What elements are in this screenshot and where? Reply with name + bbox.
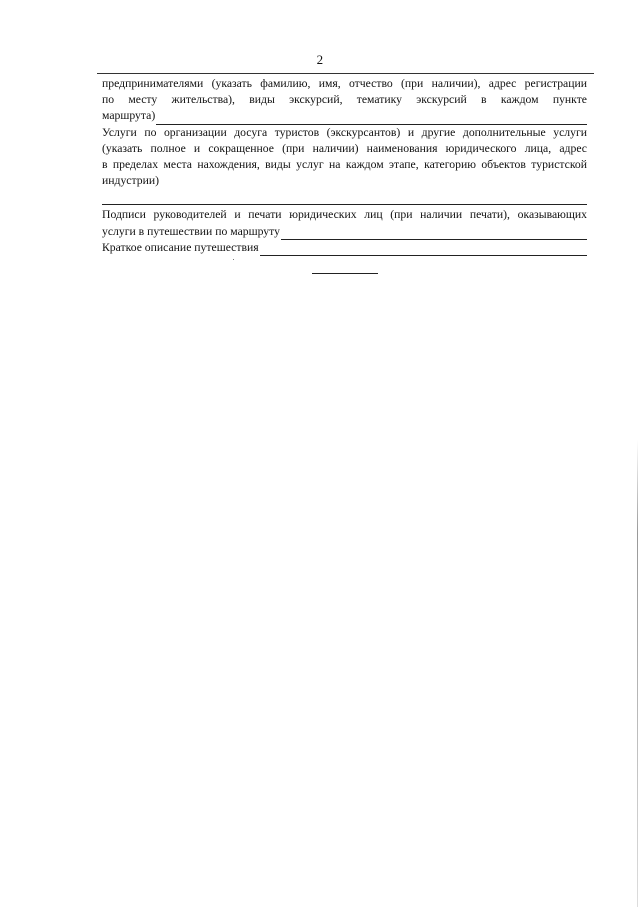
paragraph-line: индустрии) (102, 174, 159, 188)
paragraph-signatures (102, 207, 587, 239)
end-divider (312, 273, 378, 274)
document-body (102, 76, 587, 256)
paragraph-line: Услуги по организации досуга туристов (экскурсантов) и другие дополнительные услуги (102, 125, 587, 139)
paragraph-line: по месту жительства), виды экскурсий, тематику экскурсий в каждом пункте (102, 93, 587, 107)
paragraph-line: (указать полное и сокращенное (при наличии) наименования юридического лица, адрес (102, 141, 587, 155)
paragraph-line: маршрута) (102, 109, 156, 123)
underline-blank (260, 243, 587, 256)
fill-in-field-description[interactable] (102, 240, 587, 256)
fill-in-field-signatures[interactable] (102, 224, 587, 240)
fill-in-field-leisure[interactable] (102, 189, 587, 205)
description-label: Краткое описание путешествия (102, 240, 259, 254)
fill-in-field-route[interactable] (102, 108, 587, 124)
paragraph-line: услуги в путешествии по маршруту (102, 224, 280, 238)
paragraph-line: предпринимателями (указать фамилию, имя, отчество (при наличии), адрес регистрации (102, 77, 587, 90)
underline-blank (156, 112, 587, 125)
page-number: 2 (316, 52, 324, 67)
top-divider (97, 73, 594, 74)
paragraph-guides (102, 76, 587, 125)
paragraph-line: Подписи руководителей и печати юридических лиц (при наличии печати), оказывающих (102, 208, 587, 222)
paragraph-leisure-services (102, 125, 587, 206)
paragraph-line: в пределах места нахождения, виды услуг на каждом этапе, категорию объектов туристской (102, 158, 587, 172)
scan-edge-shadow (637, 440, 638, 907)
underline-blank (281, 227, 587, 240)
scan-speck (233, 259, 234, 260)
